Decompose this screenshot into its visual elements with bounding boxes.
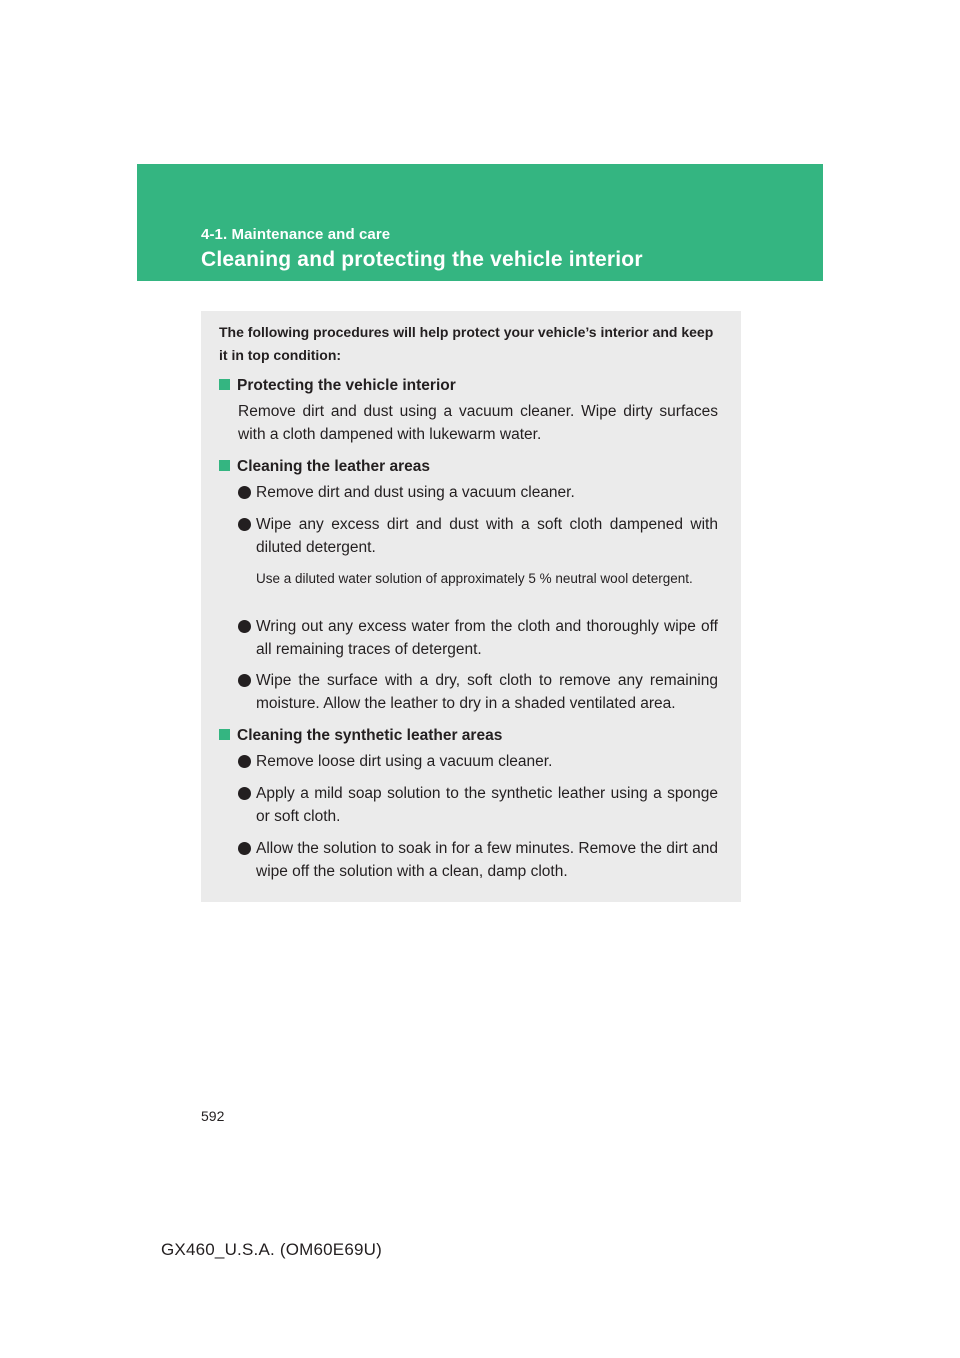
intro-text: The following procedures will help protect your vehicle’s interior and keep it in top condition: <box>219 324 714 363</box>
page-number: 592 <box>201 1108 225 1124</box>
footer-doc-code: GX460_U.S.A. (OM60E69U) <box>161 1240 382 1259</box>
section-heading-leather: Cleaning the leather areas <box>219 455 430 478</box>
bullet-dot-icon <box>238 518 251 531</box>
page-title: Cleaning and protecting the vehicle interior <box>201 248 643 271</box>
bullet-dot-icon <box>238 674 251 687</box>
list-item: Wring out any excess water from the cloth and thoroughly wipe off all remaining traces of detergent. <box>238 615 718 661</box>
bullet-dot-icon <box>238 842 251 855</box>
square-bullet-icon <box>219 460 230 471</box>
list-item: Apply a mild soap solution to the synthetic leather using a sponge or soft cloth. <box>238 782 718 828</box>
square-bullet-icon <box>219 729 230 740</box>
section-heading-synthetic-leather: Cleaning the synthetic leather areas <box>219 724 502 747</box>
square-bullet-icon <box>219 379 230 390</box>
bullet-dot-icon <box>238 787 251 800</box>
section-heading-protecting: Protecting the vehicle interior <box>219 374 456 397</box>
section-body-protecting: Remove dirt and dust using a vacuum cleaner. Wipe dirty surfaces with a cloth dampened with lukewarm water. <box>238 403 718 443</box>
list-item: Wipe any excess dirt and dust with a soft cloth dampened with diluted detergent. <box>238 513 718 559</box>
detergent-note: Use a diluted water solution of approximately 5 % neutral wool detergent. <box>256 571 693 586</box>
list-item: Remove dirt and dust using a vacuum cleaner. <box>238 481 718 504</box>
list-item: Remove loose dirt using a vacuum cleaner. <box>238 750 718 773</box>
bullet-dot-icon <box>238 486 251 499</box>
list-item: Allow the solution to soak in for a few minutes. Remove the dirt and wipe off the solution with a clean, damp cloth. <box>238 837 718 883</box>
bullet-dot-icon <box>238 755 251 768</box>
bullet-dot-icon <box>238 620 251 633</box>
section-label: 4-1. Maintenance and care <box>201 226 391 243</box>
list-item: Wipe the surface with a dry, soft cloth to remove any remaining moisture. Allow the leather to dry in a shaded ventilated area. <box>238 669 718 715</box>
